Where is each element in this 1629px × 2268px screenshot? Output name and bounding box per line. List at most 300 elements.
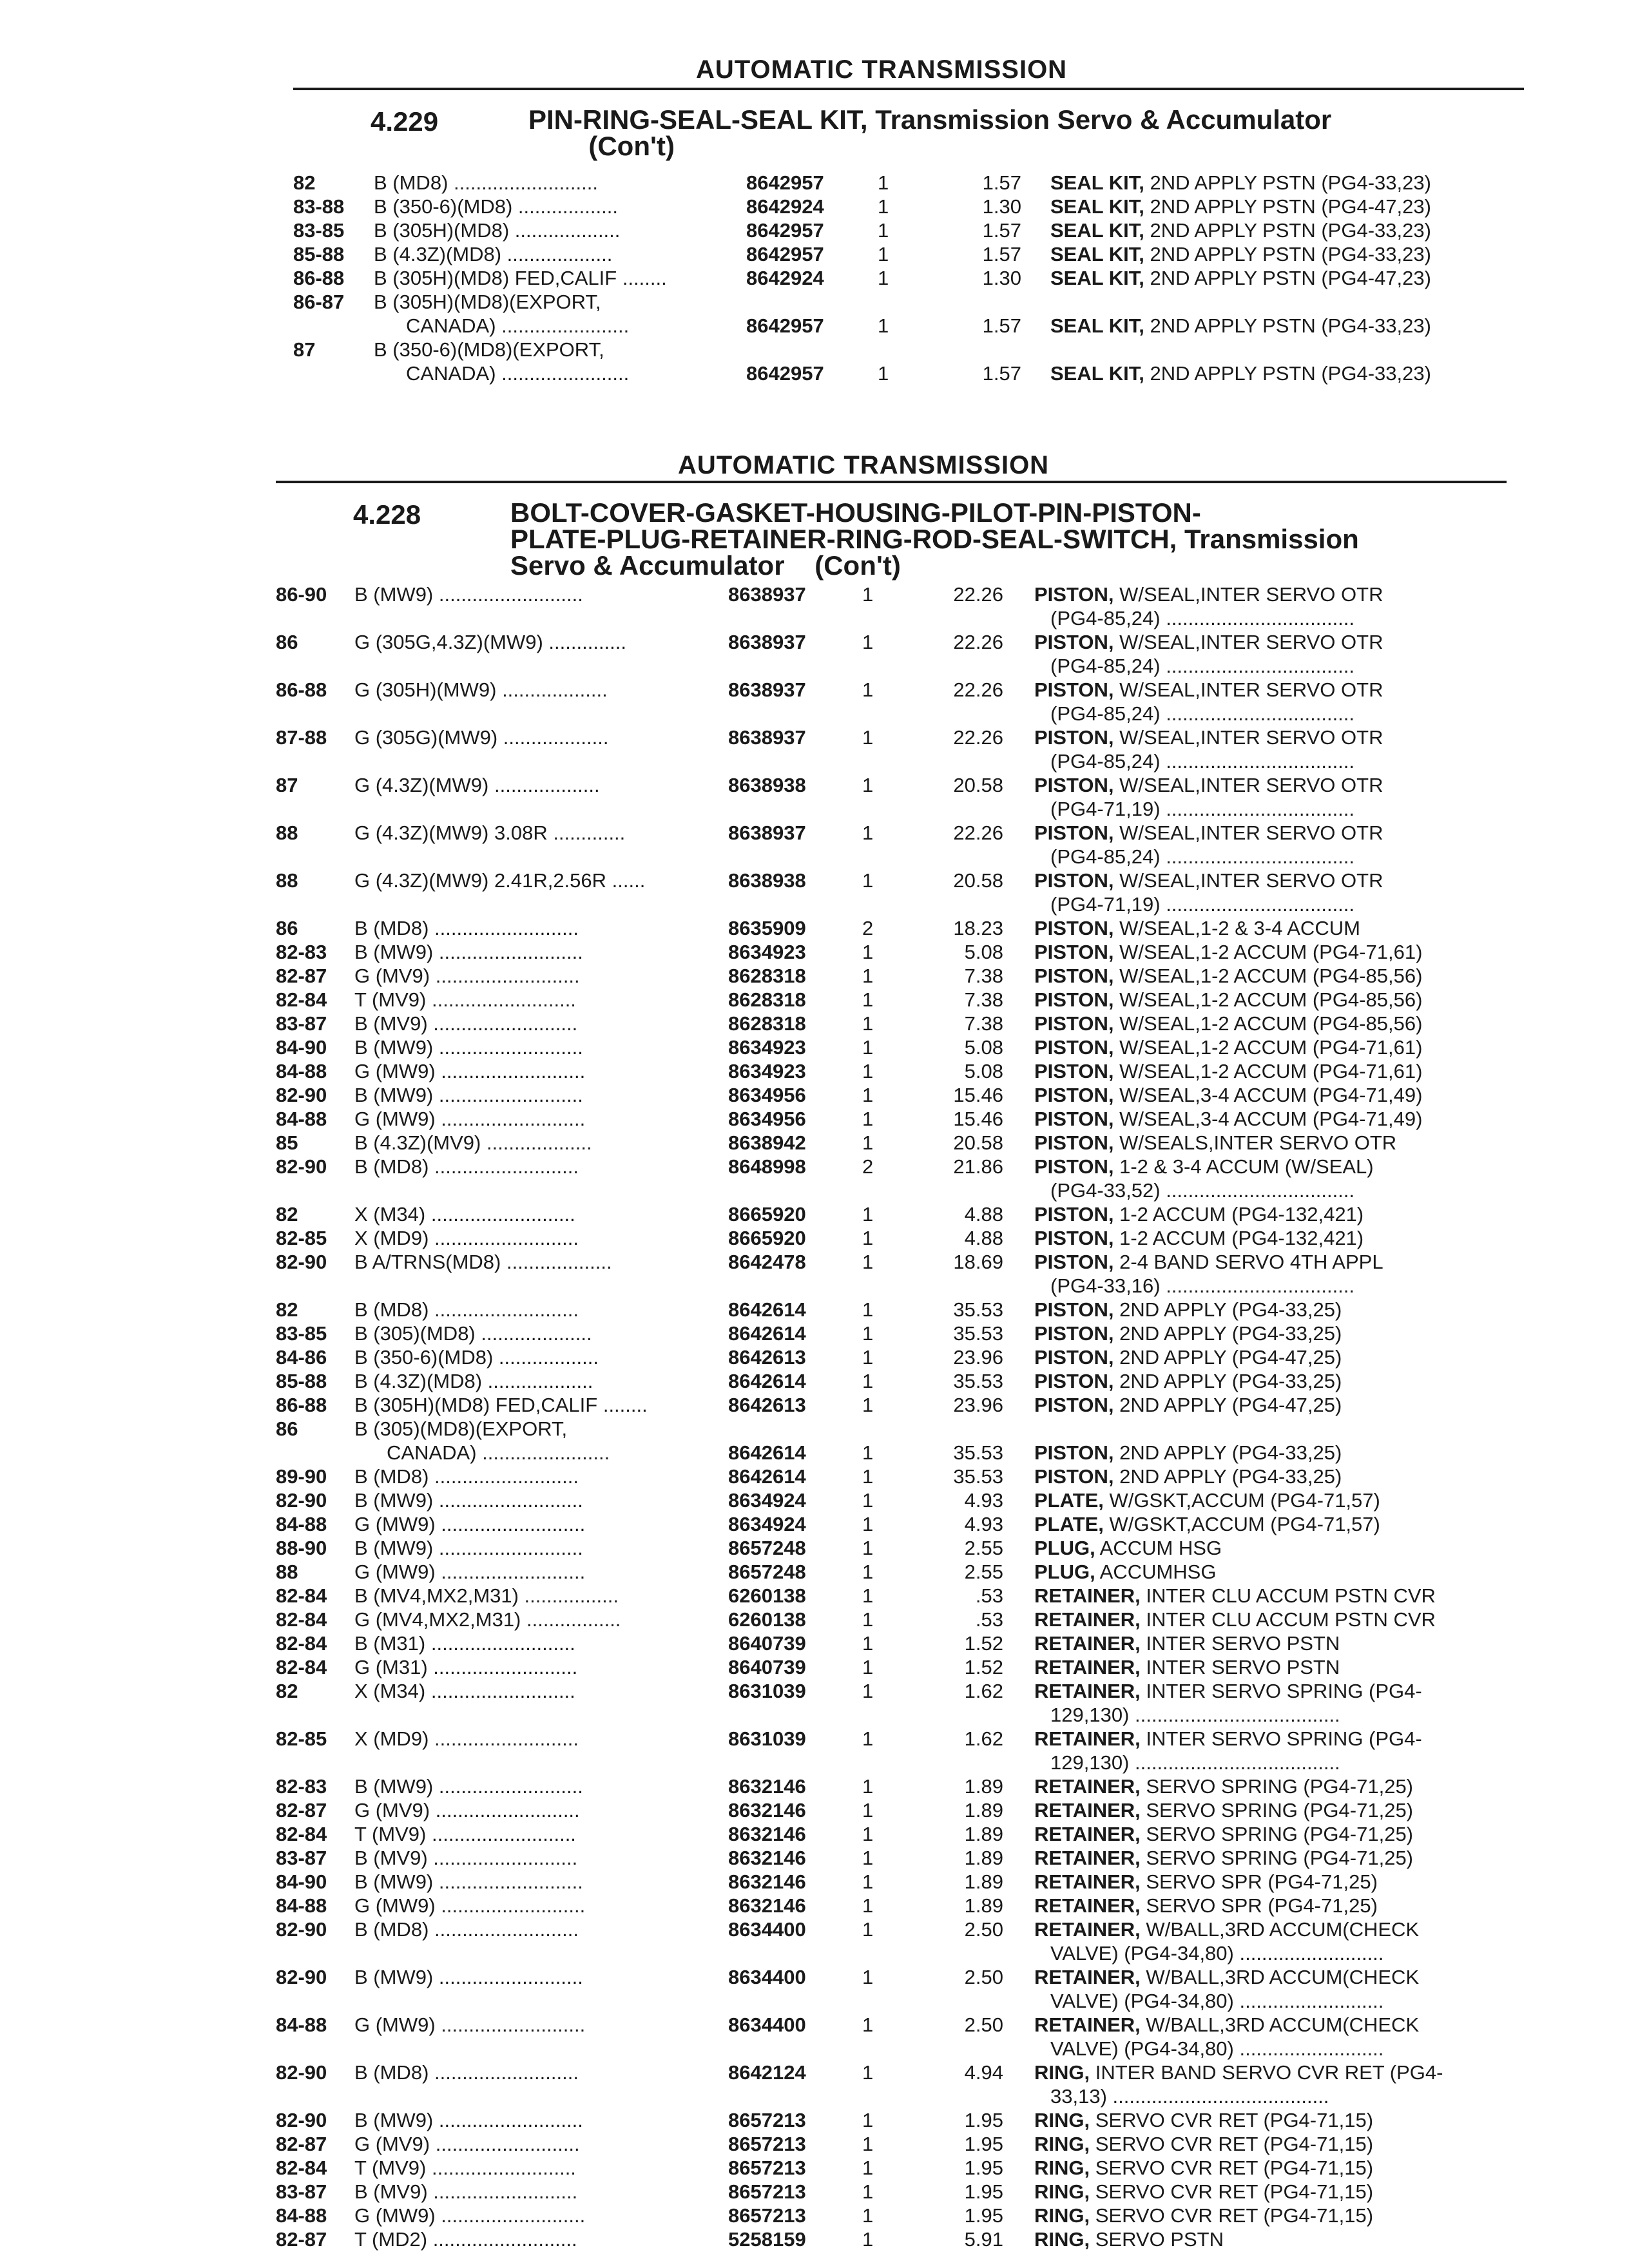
model-application: T (MV9) .......................... xyxy=(354,988,576,1011)
model-application: G (MW9) .......................... xyxy=(354,1108,586,1130)
part-name: RING, xyxy=(1034,2180,1090,2203)
model-application: B (MV9) .......................... xyxy=(354,1012,578,1035)
quantity: 1 xyxy=(862,2109,874,2131)
part-description: PISTON, W/SEAL,1-2 & 3-4 ACCUM xyxy=(1034,917,1360,939)
price: 1.30 xyxy=(982,267,1021,289)
model-year: 84-86 xyxy=(276,1346,327,1369)
part-name: RETAINER, xyxy=(1034,1680,1141,1702)
part-number: 8634924 xyxy=(728,1513,806,1535)
model-application: B (MD8) .......................... xyxy=(354,1155,579,1178)
model-application: B (4.3Z)(MD8) ................... xyxy=(374,243,613,265)
model-year: 84-88 xyxy=(276,1513,327,1535)
part-description: PISTON, W/SEAL,INTER SERVO OTR xyxy=(1034,631,1383,653)
part-description: RETAINER, SERVO SPR (PG4-71,25) xyxy=(1034,1894,1378,1917)
part-name: RETAINER, xyxy=(1034,1799,1141,1821)
part-description: RETAINER, W/BALL,3RD ACCUM(CHECK xyxy=(1034,1966,1420,1988)
part-number: 8642614 xyxy=(728,1298,806,1321)
model-year: 82-87 xyxy=(276,965,327,987)
part-name: RING, xyxy=(1034,2204,1090,2227)
part-description: PISTON, W/SEAL,INTER SERVO OTR xyxy=(1034,822,1383,844)
part-name: RETAINER, xyxy=(1034,1632,1141,1655)
group-number: 4.228 xyxy=(353,499,421,530)
model-year: 85-88 xyxy=(293,243,345,265)
model-year: 83-87 xyxy=(276,2180,327,2203)
quantity: 1 xyxy=(862,988,874,1011)
quantity: 1 xyxy=(862,1656,874,1678)
quantity: 1 xyxy=(878,267,889,289)
model-year: 86-88 xyxy=(276,678,327,701)
model-application: G (305G)(MW9) ................... xyxy=(354,726,609,749)
price: 2.50 xyxy=(964,2013,1003,2036)
part-name: PISTON, xyxy=(1034,583,1114,606)
price: 1.95 xyxy=(964,2157,1003,2179)
part-name: PISTON, xyxy=(1034,1012,1114,1035)
quantity: 1 xyxy=(878,243,889,265)
part-number: 8634400 xyxy=(728,1966,806,1988)
part-number: 8657213 xyxy=(728,2109,806,2131)
model-application: B (MD8) .......................... xyxy=(354,1918,579,1941)
part-description-cont: (PG4-85,24) .................................. xyxy=(1050,655,1355,677)
price: 35.53 xyxy=(953,1322,1003,1345)
part-row xyxy=(0,2061,1629,2108)
model-application: G (305H)(MW9) ................... xyxy=(354,678,608,701)
part-row xyxy=(0,869,1629,916)
model-application: B (4.3Z)(MV9) ................... xyxy=(354,1131,592,1154)
part-description-cont: 129,130) ..................................... xyxy=(1050,1751,1340,1774)
part-number: 8665920 xyxy=(728,1227,806,1249)
part-row xyxy=(0,1321,1629,1345)
price: 7.38 xyxy=(964,1012,1003,1035)
part-number: 8657213 xyxy=(728,2157,806,2179)
price: 22.26 xyxy=(953,631,1003,653)
part-row xyxy=(0,726,1629,773)
part-name: PISTON, xyxy=(1034,1346,1114,1369)
part-number: 8631039 xyxy=(728,1680,806,1702)
part-number: 8634956 xyxy=(728,1084,806,1106)
part-description: RETAINER, INTER SERVO SPRING (PG4- xyxy=(1034,1680,1422,1702)
model-year: 89-90 xyxy=(276,1465,327,1488)
model-year: 83-85 xyxy=(293,219,345,242)
model-application: X (MD9) .......................... xyxy=(354,1727,579,1750)
model-application: G (MW9) .......................... xyxy=(354,1561,586,1583)
part-description: RETAINER, W/BALL,3RD ACCUM(CHECK xyxy=(1034,1918,1420,1941)
part-row xyxy=(0,1822,1629,1846)
quantity: 1 xyxy=(862,1298,874,1321)
part-name: RETAINER, xyxy=(1034,1775,1141,1798)
model-year: 86 xyxy=(276,917,298,939)
price: 21.86 xyxy=(953,1155,1003,1178)
model-application: X (M34) .......................... xyxy=(354,1203,575,1225)
model-application: G (305G,4.3Z)(MW9) .............. xyxy=(354,631,627,653)
part-number: 8632146 xyxy=(728,1870,806,1893)
model-year: 84-88 xyxy=(276,2013,327,2036)
price: 23.96 xyxy=(953,1394,1003,1416)
price: 1.95 xyxy=(964,2133,1003,2155)
part-name: SEAL KIT, xyxy=(1050,267,1144,289)
price: 2.50 xyxy=(964,1966,1003,1988)
price: 1.95 xyxy=(964,2109,1003,2131)
part-name: SEAL KIT, xyxy=(1050,219,1144,242)
part-description: RETAINER, SERVO SPRING (PG4-71,25) xyxy=(1034,1799,1414,1821)
price: 1.30 xyxy=(982,195,1021,218)
quantity: 1 xyxy=(862,631,874,653)
model-year: 82-84 xyxy=(276,1584,327,1607)
price: 1.95 xyxy=(964,2180,1003,2203)
model-application: B (MW9) .......................... xyxy=(354,1966,583,1988)
price: 1.89 xyxy=(964,1775,1003,1798)
part-row xyxy=(0,773,1629,821)
quantity: 1 xyxy=(862,1966,874,1988)
quantity: 1 xyxy=(862,1131,874,1154)
part-name: PISTON, xyxy=(1034,1203,1114,1225)
part-row xyxy=(0,1679,1629,1727)
part-description: SEAL KIT, 2ND APPLY PSTN (PG4-33,23) xyxy=(1050,243,1431,265)
part-name: PLUG, xyxy=(1034,1561,1095,1583)
price: 18.23 xyxy=(953,917,1003,939)
part-row xyxy=(0,1846,1629,1870)
part-description: PISTON, W/SEAL,3-4 ACCUM (PG4-71,49) xyxy=(1034,1084,1423,1106)
part-number: 8638937 xyxy=(728,678,806,701)
model-year: 86-88 xyxy=(276,1394,327,1416)
model-year: 82-84 xyxy=(276,1632,327,1655)
model-application: B (305)(MD8) .................... xyxy=(354,1322,592,1345)
part-name: PISTON, xyxy=(1034,631,1114,653)
part-name: RETAINER, xyxy=(1034,1584,1141,1607)
model-application: X (M34) .......................... xyxy=(354,1680,575,1702)
price: 7.38 xyxy=(964,965,1003,987)
price: 1.57 xyxy=(982,171,1021,194)
part-name: RETAINER, xyxy=(1034,1894,1141,1917)
quantity: 1 xyxy=(862,1775,874,1798)
model-year: 82 xyxy=(293,171,316,194)
price: 35.53 xyxy=(953,1370,1003,1392)
group-title: BOLT-COVER-GASKET-HOUSING-PILOT-PIN-PISTON- PLATE-PLUG-RETAINER-RING-ROD-SEAL-SWITCH, Transmission Servo & Accumulator (Con't) xyxy=(510,497,1359,581)
price: 22.26 xyxy=(953,678,1003,701)
part-row xyxy=(0,2204,1629,2227)
part-number: 8632146 xyxy=(728,1823,806,1845)
part-name: PISTON, xyxy=(1034,1322,1114,1345)
quantity: 1 xyxy=(862,1346,874,1369)
quantity: 1 xyxy=(862,1608,874,1631)
part-number: 8642478 xyxy=(728,1251,806,1273)
part-row xyxy=(0,964,1629,988)
part-number: 8642924 xyxy=(746,195,824,218)
price: 1.89 xyxy=(964,1894,1003,1917)
price: 5.08 xyxy=(964,1036,1003,1059)
price: 2.50 xyxy=(964,1918,1003,1941)
model-application: G (MV9) .......................... xyxy=(354,2133,580,2155)
section-rule xyxy=(276,481,1507,483)
part-number: 8642957 xyxy=(746,243,824,265)
part-description: RING, SERVO CVR RET (PG4-71,15) xyxy=(1034,2204,1374,2227)
part-name: RING, xyxy=(1034,2157,1090,2179)
group-number: 4.229 xyxy=(371,106,439,137)
part-number: 8642957 xyxy=(746,171,824,194)
model-year: 85 xyxy=(276,1131,298,1154)
quantity: 1 xyxy=(862,1251,874,1273)
price: .53 xyxy=(975,1608,1003,1631)
part-number: 8632146 xyxy=(728,1799,806,1821)
part-row xyxy=(0,1798,1629,1822)
part-name: PISTON, xyxy=(1034,1155,1114,1178)
price: 4.93 xyxy=(964,1513,1003,1535)
part-number: 8631039 xyxy=(728,1727,806,1750)
part-name: PISTON, xyxy=(1034,1131,1114,1154)
part-row xyxy=(0,1608,1629,1631)
quantity: 1 xyxy=(878,195,889,218)
part-name: PISTON, xyxy=(1034,726,1114,749)
model-year: 87 xyxy=(276,774,298,796)
model-year: 82-90 xyxy=(276,1251,327,1273)
part-number: 8638938 xyxy=(728,869,806,892)
model-year: 84-88 xyxy=(276,1060,327,1082)
quantity: 1 xyxy=(862,1465,874,1488)
part-row xyxy=(0,1131,1629,1155)
part-name: PISTON, xyxy=(1034,1108,1114,1130)
part-row xyxy=(0,2227,1629,2251)
model-application: B (MW9) .......................... xyxy=(354,583,583,606)
model-application: B (305H)(MD8) ................... xyxy=(374,219,621,242)
part-description: RETAINER, INTER SERVO PSTN xyxy=(1034,1632,1340,1655)
model-application: B (MW9) .......................... xyxy=(354,1870,583,1893)
quantity: 1 xyxy=(862,1513,874,1535)
price: 15.46 xyxy=(953,1108,1003,1130)
quantity: 1 xyxy=(862,1227,874,1249)
part-description: RETAINER, W/BALL,3RD ACCUM(CHECK xyxy=(1034,2013,1420,2036)
model-year: 82-90 xyxy=(276,1966,327,1988)
part-number: 5258159 xyxy=(728,2228,806,2251)
part-description-cont: VALVE) (PG4-34,80) .......................... xyxy=(1050,1942,1384,1965)
part-number: 8634923 xyxy=(728,1036,806,1059)
part-number: 8642924 xyxy=(746,267,824,289)
model-application: G (M31) .......................... xyxy=(354,1656,578,1678)
part-row xyxy=(0,2156,1629,2180)
model-year: 82-84 xyxy=(276,1823,327,1845)
part-number: 8642614 xyxy=(728,1441,806,1464)
quantity: 1 xyxy=(862,774,874,796)
part-description-cont: (PG4-85,24) .................................. xyxy=(1050,607,1355,629)
part-description: PISTON, 1-2 ACCUM (PG4-132,421) xyxy=(1034,1227,1364,1249)
section-rule xyxy=(293,88,1524,90)
model-application: B (305H)(MD8) FED,CALIF ........ xyxy=(354,1394,648,1416)
part-description: PISTON, W/SEALS,INTER SERVO OTR xyxy=(1034,1131,1397,1154)
model-application: G (MW9) .......................... xyxy=(354,2204,586,2227)
part-number: 8634956 xyxy=(728,1108,806,1130)
part-description: SEAL KIT, 2ND APPLY PSTN (PG4-33,23) xyxy=(1050,314,1431,337)
model-application: B A/TRNS(MD8) ................... xyxy=(354,1251,612,1273)
part-number: 8642957 xyxy=(746,362,824,385)
model-year: 82-83 xyxy=(276,1775,327,1798)
quantity: 1 xyxy=(862,2204,874,2227)
model-application: B (305H)(MD8)(EXPORT, xyxy=(374,291,601,313)
part-row xyxy=(0,630,1629,678)
model-year: 84-90 xyxy=(276,1870,327,1893)
part-description: PISTON, W/SEAL,INTER SERVO OTR xyxy=(1034,583,1383,606)
model-application: G (MW9) .......................... xyxy=(354,1894,586,1917)
part-row xyxy=(0,1155,1629,1202)
part-row xyxy=(0,242,1629,266)
part-row xyxy=(0,988,1629,1012)
part-number: 8634400 xyxy=(728,2013,806,2036)
quantity: 1 xyxy=(878,219,889,242)
model-year: 82-90 xyxy=(276,1155,327,1178)
part-row xyxy=(0,940,1629,964)
part-row xyxy=(0,1917,1629,1965)
part-name: RING, xyxy=(1034,2228,1090,2251)
part-description: PISTON, W/SEAL,INTER SERVO OTR xyxy=(1034,774,1383,796)
quantity: 1 xyxy=(862,1370,874,1392)
part-number: 8632146 xyxy=(728,1894,806,1917)
part-description: RETAINER, SERVO SPR (PG4-71,25) xyxy=(1034,1870,1378,1893)
group-title: PIN-RING-SEAL-SEAL KIT, Transmission Servo & Accumulator (Con't) xyxy=(528,104,1332,161)
part-description: RING, SERVO CVR RET (PG4-71,15) xyxy=(1034,2180,1374,2203)
quantity: 1 xyxy=(862,1203,874,1225)
price: 20.58 xyxy=(953,1131,1003,1154)
quantity: 1 xyxy=(862,1036,874,1059)
quantity: 1 xyxy=(862,869,874,892)
part-name: PISTON, xyxy=(1034,1394,1114,1416)
model-application: X (MD9) .......................... xyxy=(354,1227,579,1249)
quantity: 1 xyxy=(862,1680,874,1702)
part-name: RETAINER, xyxy=(1034,1656,1141,1678)
quantity: 1 xyxy=(878,171,889,194)
part-description-cont: (PG4-85,24) .................................. xyxy=(1050,702,1355,725)
price: 35.53 xyxy=(953,1441,1003,1464)
price: 1.57 xyxy=(982,243,1021,265)
model-application: G (MW9) .......................... xyxy=(354,1060,586,1082)
part-row xyxy=(0,2108,1629,2132)
part-description: PISTON, 2ND APPLY (PG4-33,25) xyxy=(1034,1370,1342,1392)
quantity: 1 xyxy=(862,1918,874,1941)
model-application: B (MW9) .......................... xyxy=(354,1775,583,1798)
part-name: PISTON, xyxy=(1034,1036,1114,1059)
part-name: PISTON, xyxy=(1034,941,1114,963)
part-name: PISTON, xyxy=(1034,917,1114,939)
price: 1.62 xyxy=(964,1680,1003,1702)
part-row xyxy=(0,1250,1629,1298)
model-application: G (4.3Z)(MW9) 2.41R,2.56R ...... xyxy=(354,869,646,892)
part-name: PISTON, xyxy=(1034,822,1114,844)
part-description-cont: VALVE) (PG4-34,80) .......................... xyxy=(1050,1990,1384,2012)
model-application: B (350-6)(MD8)(EXPORT, xyxy=(374,338,604,361)
part-row xyxy=(0,1107,1629,1131)
part-number: 8634923 xyxy=(728,1060,806,1082)
part-description-cont: (PG4-71,19) .................................. xyxy=(1050,893,1355,916)
part-name: PISTON, xyxy=(1034,678,1114,701)
model-year: 82-87 xyxy=(276,2228,327,2251)
part-row xyxy=(0,1655,1629,1679)
price: 1.52 xyxy=(964,1632,1003,1655)
part-number: 8632146 xyxy=(728,1775,806,1798)
model-application: B (MW9) .......................... xyxy=(354,941,583,963)
part-description: PISTON, W/SEAL,3-4 ACCUM (PG4-71,49) xyxy=(1034,1108,1423,1130)
part-number: 6260138 xyxy=(728,1584,806,1607)
quantity: 1 xyxy=(862,1322,874,1345)
model-year: 82-85 xyxy=(276,1227,327,1249)
part-description: SEAL KIT, 2ND APPLY PSTN (PG4-33,23) xyxy=(1050,171,1431,194)
part-name: SEAL KIT, xyxy=(1050,195,1144,218)
part-description-cont: 129,130) ..................................... xyxy=(1050,1704,1340,1726)
part-row xyxy=(0,1870,1629,1894)
quantity: 1 xyxy=(862,1799,874,1821)
model-year: 84-88 xyxy=(276,1108,327,1130)
model-application: B (MW9) .......................... xyxy=(354,1489,583,1512)
quantity: 1 xyxy=(862,1823,874,1845)
part-description: RING, SERVO PSTN xyxy=(1034,2228,1224,2251)
part-description-cont: (PG4-85,24) .................................. xyxy=(1050,845,1355,868)
model-year: 82-85 xyxy=(276,1727,327,1750)
part-description: PISTON, 1-2 ACCUM (PG4-132,421) xyxy=(1034,1203,1364,1225)
model-application: B (MD8) .......................... xyxy=(354,2061,579,2084)
part-row xyxy=(0,1059,1629,1083)
price: 5.08 xyxy=(964,941,1003,963)
part-description-cont: (PG4-85,24) .................................. xyxy=(1050,750,1355,773)
model-year: 88 xyxy=(276,1561,298,1583)
part-description: RETAINER, INTER SERVO SPRING (PG4- xyxy=(1034,1727,1422,1750)
model-application: B (MW9) .......................... xyxy=(354,1537,583,1559)
part-row xyxy=(0,218,1629,242)
model-application-cont: CANADA) ....................... xyxy=(387,1441,610,1464)
price: 4.88 xyxy=(964,1203,1003,1225)
quantity: 1 xyxy=(862,1894,874,1917)
part-description: RETAINER, INTER CLU ACCUM PSTN CVR xyxy=(1034,1584,1436,1607)
price: 35.53 xyxy=(953,1298,1003,1321)
part-description: PISTON, 2-4 BAND SERVO 4TH APPL xyxy=(1034,1251,1383,1273)
quantity: 1 xyxy=(862,1489,874,1512)
model-year: 84-90 xyxy=(276,1036,327,1059)
part-description-cont: VALVE) (PG4-34,80) .......................... xyxy=(1050,2037,1384,2060)
part-number: 8648998 xyxy=(728,1155,806,1178)
model-year: 82-90 xyxy=(276,1918,327,1941)
model-year: 83-85 xyxy=(276,1322,327,1345)
part-row xyxy=(0,1393,1629,1417)
part-description: PISTON, 2ND APPLY (PG4-33,25) xyxy=(1034,1298,1342,1321)
model-application: B (MW9) .......................... xyxy=(354,1036,583,1059)
model-year: 82-90 xyxy=(276,2061,327,2084)
part-number: 8657213 xyxy=(728,2180,806,2203)
part-description: PISTON, 2ND APPLY (PG4-47,25) xyxy=(1034,1394,1342,1416)
part-description: PISTON, W/SEAL,1-2 ACCUM (PG4-85,56) xyxy=(1034,1012,1423,1035)
quantity: 2 xyxy=(862,917,874,939)
part-description: PLATE, W/GSKT,ACCUM (PG4-71,57) xyxy=(1034,1513,1380,1535)
price: 4.94 xyxy=(964,2061,1003,2084)
part-row xyxy=(0,1584,1629,1608)
model-application: G (MV9) .......................... xyxy=(354,1799,580,1821)
part-row xyxy=(0,1965,1629,2013)
quantity: 1 xyxy=(862,1441,874,1464)
part-number: 8628318 xyxy=(728,965,806,987)
part-name: RETAINER, xyxy=(1034,2013,1141,2036)
quantity: 1 xyxy=(862,822,874,844)
model-year: 82-87 xyxy=(276,1799,327,1821)
quantity: 1 xyxy=(862,2061,874,2084)
part-description-cont: (PG4-33,16) .................................. xyxy=(1050,1274,1355,1297)
quantity: 1 xyxy=(862,1537,874,1559)
part-number: 8657213 xyxy=(728,2204,806,2227)
model-application: B (350-6)(MD8) .................. xyxy=(374,195,618,218)
model-year: 86 xyxy=(276,1418,298,1440)
part-number: 8657213 xyxy=(728,2133,806,2155)
model-year: 82-83 xyxy=(276,941,327,963)
price: .53 xyxy=(975,1584,1003,1607)
part-description-cont: 33,13) ....................................... xyxy=(1050,2085,1329,2108)
model-application: T (MV9) .......................... xyxy=(354,1823,576,1845)
part-description: PLATE, W/GSKT,ACCUM (PG4-71,57) xyxy=(1034,1489,1380,1512)
part-description: SEAL KIT, 2ND APPLY PSTN (PG4-47,23) xyxy=(1050,267,1431,289)
price: 4.93 xyxy=(964,1489,1003,1512)
part-row xyxy=(0,821,1629,869)
part-row xyxy=(0,171,1629,195)
